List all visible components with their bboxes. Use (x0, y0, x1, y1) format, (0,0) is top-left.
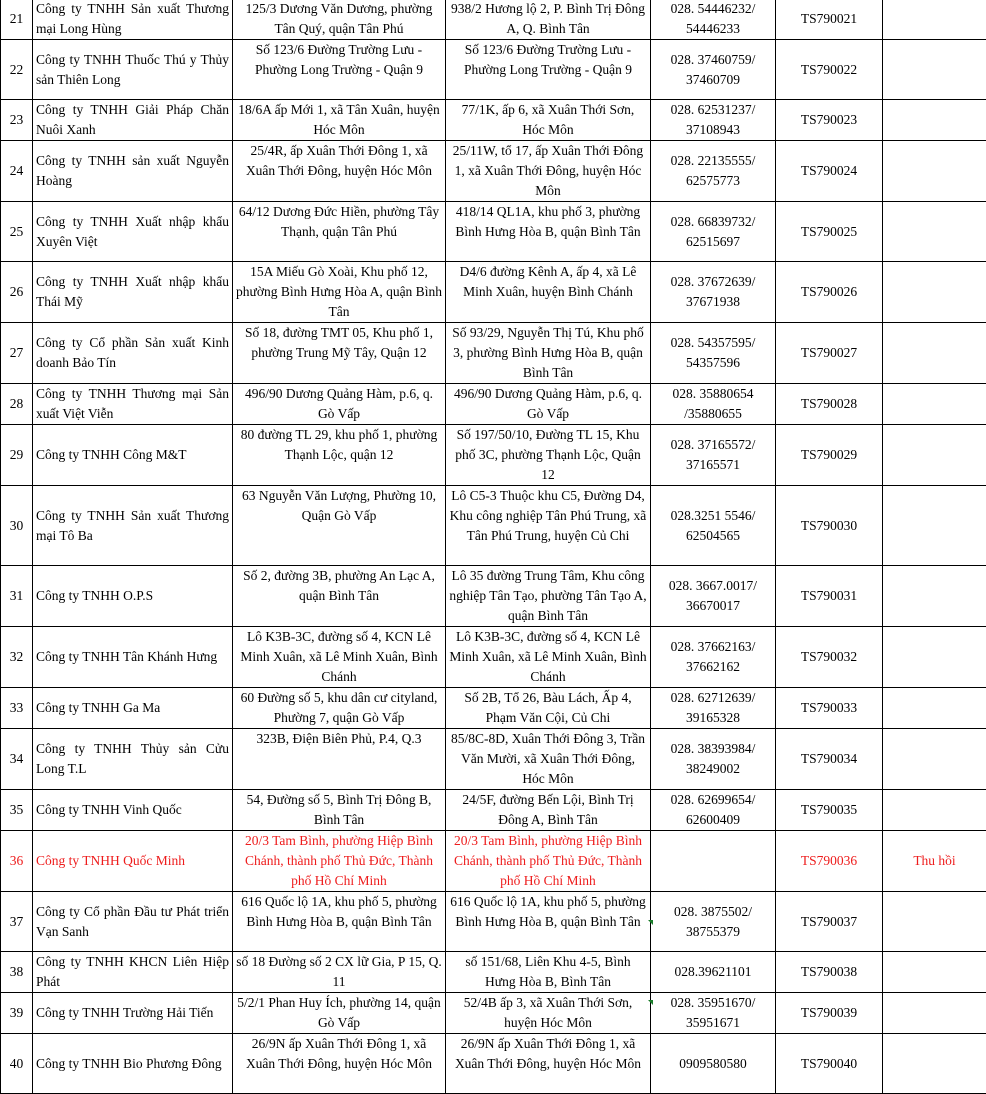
row-number: 27 (1, 323, 33, 384)
company-name: Công ty TNHH Thuốc Thú y Thủy sản Thiên Long (33, 40, 233, 100)
table-row (1, 100, 986, 141)
status-note (883, 40, 986, 100)
row-number: 28 (1, 384, 33, 425)
phone-number: 028. 62531237/ 37108943 (651, 100, 776, 141)
phone-number: 028. 37662163/ 37662162 (651, 627, 776, 688)
company-name: Công ty TNHH Xuất nhập khẩu Xuyên Việt (33, 202, 233, 262)
registration-code: TS790023 (776, 100, 883, 141)
company-name: Công ty TNHH Tân Khánh Hưng (33, 627, 233, 688)
row-number: 35 (1, 790, 33, 831)
table-row (1, 202, 986, 262)
facility-address: Số 2B, Tổ 26, Bàu Lách, Ấp 4, Phạm Văn Cội, Củ Chi (446, 688, 651, 729)
phone-number: 028. 22135555/ 62575773 (651, 141, 776, 202)
phone-number: 028. 35880654 /35880655 (651, 384, 776, 425)
row-number: 38 (1, 952, 33, 993)
row-number: 25 (1, 202, 33, 262)
status-note (883, 688, 986, 729)
office-address: 616 Quốc lộ 1A, khu phố 5, phường Bình Hưng Hòa B, quận Bình Tân (233, 892, 446, 952)
facility-address: 25/11W, tổ 17, ấp Xuân Thới Đông 1, xã Xuân Thới Đông, huyện Hóc Môn (446, 141, 651, 202)
facility-address: 938/2 Hương lộ 2, P. Bình Trị Đông A, Q. Bình Tân (446, 0, 651, 40)
office-address: 323B, Điện Biên Phủ, P.4, Q.3 (233, 729, 446, 790)
office-address: Số 123/6 Đường Trường Lưu - Phường Long Trường - Quận 9 (233, 40, 446, 100)
row-number: 36 (1, 831, 33, 892)
company-name: Công ty TNHH Giải Pháp Chăn Nuôi Xanh (33, 100, 233, 141)
office-address: 496/90 Dương Quảng Hàm, p.6, q. Gò Vấp (233, 384, 446, 425)
status-note (883, 993, 986, 1034)
status-note (883, 425, 986, 486)
office-address: 20/3 Tam Bình, phường Hiệp Bình Chánh, thành phố Thủ Đức, Thành phố Hồ Chí Minh (233, 831, 446, 892)
registration-code: TS790039 (776, 993, 883, 1034)
company-name: Công ty TNHH Bio Phương Đông (33, 1034, 233, 1094)
office-address: 5/2/1 Phan Huy Ích, phường 14, quận Gò Vấp (233, 993, 446, 1034)
row-number: 40 (1, 1034, 33, 1094)
row-number: 24 (1, 141, 33, 202)
registry-table-body (1, 0, 986, 1094)
facility-address: Lô 35 đường Trung Tâm, Khu công nghiệp Tân Tạo, phường Tân Tạo A, quận Bình Tân (446, 566, 651, 627)
registration-code: TS790031 (776, 566, 883, 627)
table-row (1, 729, 986, 790)
status-note (883, 323, 986, 384)
table-row (1, 384, 986, 425)
phone-number: 028. 62699654/ 62600409 (651, 790, 776, 831)
phone-number: 028. 62712639/ 39165328 (651, 688, 776, 729)
registration-code: TS790026 (776, 262, 883, 323)
table-row (1, 0, 986, 40)
registration-code: TS790033 (776, 688, 883, 729)
registration-code: TS790028 (776, 384, 883, 425)
company-name: Công ty TNHH Sản xuất Thương mại Tô Ba (33, 486, 233, 566)
table-row (1, 688, 986, 729)
row-number: 21 (1, 0, 33, 40)
phone-number: 028. 54446232/ 54446233 (651, 0, 776, 40)
table-row (1, 831, 986, 892)
office-address: 64/12 Dương Đức Hiền, phường Tây Thạnh, quận Tân Phú (233, 202, 446, 262)
status-note (883, 384, 986, 425)
row-number: 32 (1, 627, 33, 688)
status-note (883, 790, 986, 831)
table-row (1, 993, 986, 1034)
company-name: Công ty Cổ phần Sản xuất Kinh doanh Bảo Tín (33, 323, 233, 384)
phone-number: 028. 37672639/ 37671938 (651, 262, 776, 323)
status-note (883, 100, 986, 141)
status-note (883, 1034, 986, 1094)
phone-number: 028. 54357595/ 54357596 (651, 323, 776, 384)
office-address: 15A Miếu Gò Xoài, Khu phố 12, phường Bình Hưng Hòa A, quận Bình Tân (233, 262, 446, 323)
table-row (1, 627, 986, 688)
status-note: Thu hồi (883, 831, 986, 892)
status-note (883, 486, 986, 566)
phone-number: 028. 38393984/ 38249002 (651, 729, 776, 790)
row-number: 37 (1, 892, 33, 952)
office-address: 125/3 Dương Văn Dương, phường Tân Quý, quận Tân Phú (233, 0, 446, 40)
office-address: 25/4R, ấp Xuân Thới Đông 1, xã Xuân Thới Đông, huyện Hóc Môn (233, 141, 446, 202)
registration-code: TS790025 (776, 202, 883, 262)
status-note (883, 202, 986, 262)
facility-address: 418/14 QL1A, khu phố 3, phường Bình Hưng Hòa B, quận Bình Tân (446, 202, 651, 262)
phone-number: 028.3251 5546/ 62504565 (651, 486, 776, 566)
registration-code: TS790029 (776, 425, 883, 486)
company-name: Công ty TNHH Quốc Minh (33, 831, 233, 892)
facility-address: Lô K3B-3C, đường số 4, KCN Lê Minh Xuân, xã Lê Minh Xuân, Bình Chánh (446, 627, 651, 688)
office-address: 26/9N ấp Xuân Thới Đông 1, xã Xuân Thới Đông, huyện Hóc Môn (233, 1034, 446, 1094)
phone-number: 028. 3875502/ 38755379 (651, 892, 776, 952)
status-note (883, 892, 986, 952)
company-name: Công ty TNHH Công M&T (33, 425, 233, 486)
facility-address: D4/6 đường Kênh A, ấp 4, xã Lê Minh Xuân, huyện Bình Chánh (446, 262, 651, 323)
table-row (1, 323, 986, 384)
cell-comment-marker (648, 1000, 653, 1005)
facility-address: 77/1K, ấp 6, xã Xuân Thới Sơn, Hóc Môn (446, 100, 651, 141)
phone-number: 028. 37460759/ 37460709 (651, 40, 776, 100)
facility-address: Số 197/50/10, Đường TL 15, Khu phố 3C, phường Thạnh Lộc, Quận 12 (446, 425, 651, 486)
status-note (883, 262, 986, 323)
row-number: 22 (1, 40, 33, 100)
cell-comment-marker (648, 920, 653, 925)
row-number: 30 (1, 486, 33, 566)
table-row (1, 892, 986, 952)
registration-code: TS790040 (776, 1034, 883, 1094)
facility-address: Số 123/6 Đường Trường Lưu - Phường Long Trường - Quận 9 (446, 40, 651, 100)
facility-address: 616 Quốc lộ 1A, khu phố 5, phường Bình Hưng Hòa B, quận Bình Tân (446, 892, 651, 952)
table-row (1, 790, 986, 831)
facility-address: 496/90 Dương Quảng Hàm, p.6, q. Gò Vấp (446, 384, 651, 425)
registration-code: TS790024 (776, 141, 883, 202)
table-row (1, 141, 986, 202)
status-note (883, 566, 986, 627)
facility-address: 52/4B ấp 3, xã Xuân Thới Sơn, huyện Hóc Môn (446, 993, 651, 1034)
table-row (1, 952, 986, 993)
phone-number: 028. 3667.0017/ 36670017 (651, 566, 776, 627)
company-name: Công ty TNHH Ga Ma (33, 688, 233, 729)
office-address: 80 đường TL 29, khu phố 1, phường Thạnh Lộc, quận 12 (233, 425, 446, 486)
registration-code: TS790021 (776, 0, 883, 40)
status-note (883, 729, 986, 790)
status-note (883, 627, 986, 688)
registration-code: TS790027 (776, 323, 883, 384)
row-number: 26 (1, 262, 33, 323)
facility-address: 24/5F, đường Bến Lội, Bình Trị Đông A, Bình Tân (446, 790, 651, 831)
table-row (1, 40, 986, 100)
company-name: Công ty TNHH Thủy sản Cửu Long T.L (33, 729, 233, 790)
company-name: Công ty TNHH O.P.S (33, 566, 233, 627)
facility-address: Số 93/29, Nguyễn Thị Tú, Khu phố 3, phường Bình Hưng Hòa B, quận Bình Tân (446, 323, 651, 384)
office-address: Số 2, đường 3B, phường An Lạc A, quận Bình Tân (233, 566, 446, 627)
row-number: 33 (1, 688, 33, 729)
phone-number: 028. 35951670/ 35951671 (651, 993, 776, 1034)
row-number: 29 (1, 425, 33, 486)
facility-address: 26/9N ấp Xuân Thới Đông 1, xã Xuân Thới Đông, huyện Hóc Môn (446, 1034, 651, 1094)
company-name: Công ty TNHH sản xuất Nguyễn Hoàng (33, 141, 233, 202)
company-name: Công ty TNHH Thương mại Sản xuất Việt Viễn (33, 384, 233, 425)
phone-number (651, 831, 776, 892)
company-name: Công ty Cổ phần Đầu tư Phát triển Vạn Sanh (33, 892, 233, 952)
office-address: Lô K3B-3C, đường số 4, KCN Lê Minh Xuân, xã Lê Minh Xuân, Bình Chánh (233, 627, 446, 688)
row-number: 34 (1, 729, 33, 790)
status-note (883, 141, 986, 202)
registration-code: TS790032 (776, 627, 883, 688)
table-row (1, 486, 986, 566)
row-number: 31 (1, 566, 33, 627)
office-address: 18/6A ấp Mới 1, xã Tân Xuân, huyện Hóc Môn (233, 100, 446, 141)
row-number: 39 (1, 993, 33, 1034)
phone-number: 028.39621101 (651, 952, 776, 993)
table-row (1, 1034, 986, 1094)
office-address: số 18 Đường số 2 CX lữ Gia, P 15, Q. 11 (233, 952, 446, 993)
facility-address: 20/3 Tam Bình, phường Hiệp Bình Chánh, thành phố Thủ Đức, Thành phố Hồ Chí Minh (446, 831, 651, 892)
registration-code: TS790035 (776, 790, 883, 831)
registration-code: TS790034 (776, 729, 883, 790)
office-address: 60 Đường số 5, khu dân cư cityland, Phường 7, quận Gò Vấp (233, 688, 446, 729)
office-address: Số 18, đường TMT 05, Khu phố 1, phường Trung Mỹ Tây, Quận 12 (233, 323, 446, 384)
company-name: Công ty TNHH Sản xuất Thương mại Long Hùng (33, 0, 233, 40)
phone-number: 028. 66839732/ 62515697 (651, 202, 776, 262)
company-name: Công ty TNHH Vinh Quốc (33, 790, 233, 831)
office-address: 63 Nguyễn Văn Lượng, Phường 10, Quận Gò Vấp (233, 486, 446, 566)
facility-address: Lô C5-3 Thuộc khu C5, Đường D4, Khu công nghiệp Tân Phú Trung, xã Tân Phú Trung, huyện Củ Chi (446, 486, 651, 566)
registration-code: TS790037 (776, 892, 883, 952)
phone-number: 0909580580 (651, 1034, 776, 1094)
registration-code: TS790030 (776, 486, 883, 566)
company-name: Công ty TNHH Trường Hải Tiến (33, 993, 233, 1034)
facility-address: 85/8C-8D, Xuân Thới Đông 3, Trần Văn Mười, xã Xuân Thới Đông, Hóc Môn (446, 729, 651, 790)
table-row (1, 566, 986, 627)
registration-code: TS790038 (776, 952, 883, 993)
row-number: 23 (1, 100, 33, 141)
company-name: Công ty TNHH Xuất nhập khẩu Thái Mỹ (33, 262, 233, 323)
registration-code: TS790036 (776, 831, 883, 892)
table-row (1, 425, 986, 486)
table-row (1, 262, 986, 323)
status-note (883, 952, 986, 993)
phone-number: 028. 37165572/ 37165571 (651, 425, 776, 486)
office-address: 54, Đường số 5, Bình Trị Đông B, Bình Tân (233, 790, 446, 831)
registration-code: TS790022 (776, 40, 883, 100)
facility-address: số 151/68, Liên Khu 4-5, Bình Hưng Hòa B, Bình Tân (446, 952, 651, 993)
status-note (883, 0, 986, 40)
company-name: Công ty TNHH KHCN Liên Hiệp Phát (33, 952, 233, 993)
